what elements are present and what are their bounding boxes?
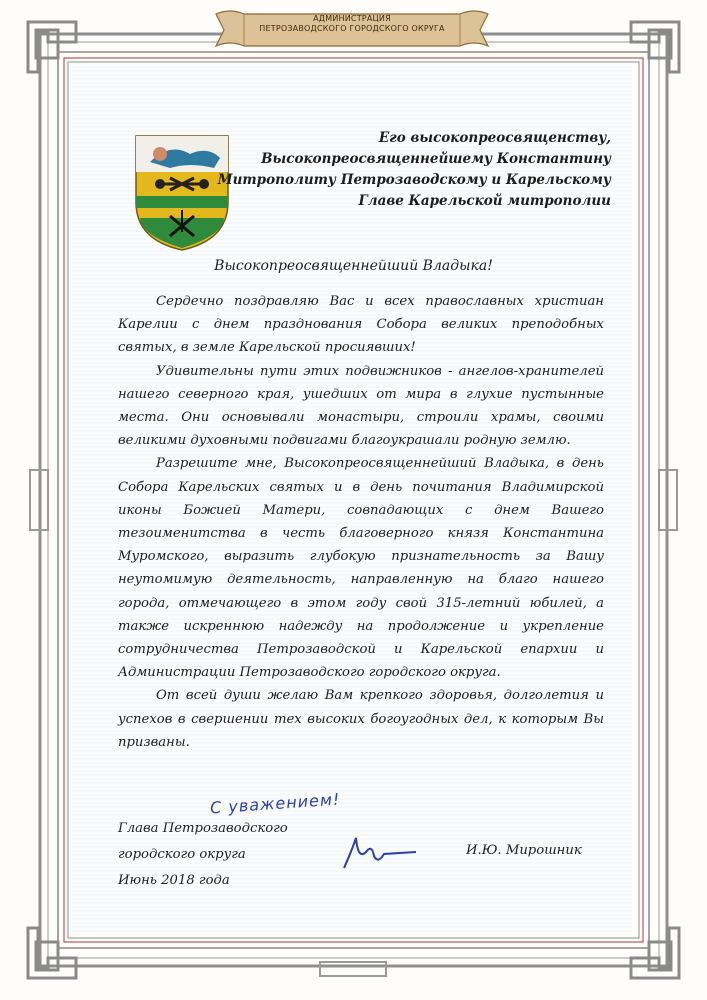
handwritten-note: С уважением! — [209, 789, 341, 818]
signatory-date: Июнь 2018 года — [118, 873, 230, 888]
addressee-block — [171, 128, 611, 212]
signatory-title-line-1: Глава Петрозаводского — [118, 821, 288, 836]
greeting: Высокопреосвященнейший Владыка! — [214, 258, 493, 274]
addressee-line-4: Главе Карельской митрополии — [358, 193, 611, 209]
letter-body — [118, 290, 604, 754]
paragraph-1: Сердечно поздравляю Вас и всех православных христиан Карелии с днем празднования Собора великих преподобных святых, в земле Карельской просиявших! — [118, 294, 604, 356]
header-banner-text — [230, 14, 474, 34]
banner-line-2: ПЕТРОЗАВОДСКОГО ГОРОДСКОГО ОКРУГА — [259, 24, 445, 33]
signatory-name: И.Ю. Мирошник — [466, 843, 582, 858]
paragraph-3: Разрешите мне, Высокопреосвященнейший Владыка, в день Собора Карельских святых и в день почитания Владимирской иконы Божией Матери, совпадающих с днем Вашего тезоименитства в честь благоверного князя Константина Муромского, выразить глубокую признательность за Вашу неутомимую деятельность, направленную на благо нашего города, отмечающего в этом году свой 315-летний юбилей, а также искреннюю надежду на продолжение и укрепление сотрудничества Петрозаводской и Карельской епархии и Администрации Петрозаводского городского округа. — [118, 456, 604, 681]
banner-line-1: АДМИНИСТРАЦИЯ — [313, 14, 391, 23]
addressee-line-3: Митрополиту Петрозаводскому и Карельскому — [217, 172, 611, 188]
signatory-title-line-2: городского округа — [118, 847, 246, 862]
handwritten-signature — [338, 830, 422, 874]
paragraph-2: Удивительны пути этих подвижников - ангелов-хранителей нашего северного края, ушедших от мира в глухие пустынные места. Они основывали монастыри, строили храмы, своими великими духовными подвигами благоукрашали родную землю. — [118, 363, 604, 449]
addressee-line-1: Его высокопреосвященству, — [378, 130, 611, 146]
signatory-title — [118, 816, 318, 894]
addressee-line-2: Высокопреосвященнейшему Константину — [261, 151, 611, 167]
paragraph-4: От всей души желаю Вам крепкого здоровья, долголетия и успехов в свершении тех высоких богоугодных дел, к которым Вы призваны. — [118, 688, 604, 750]
